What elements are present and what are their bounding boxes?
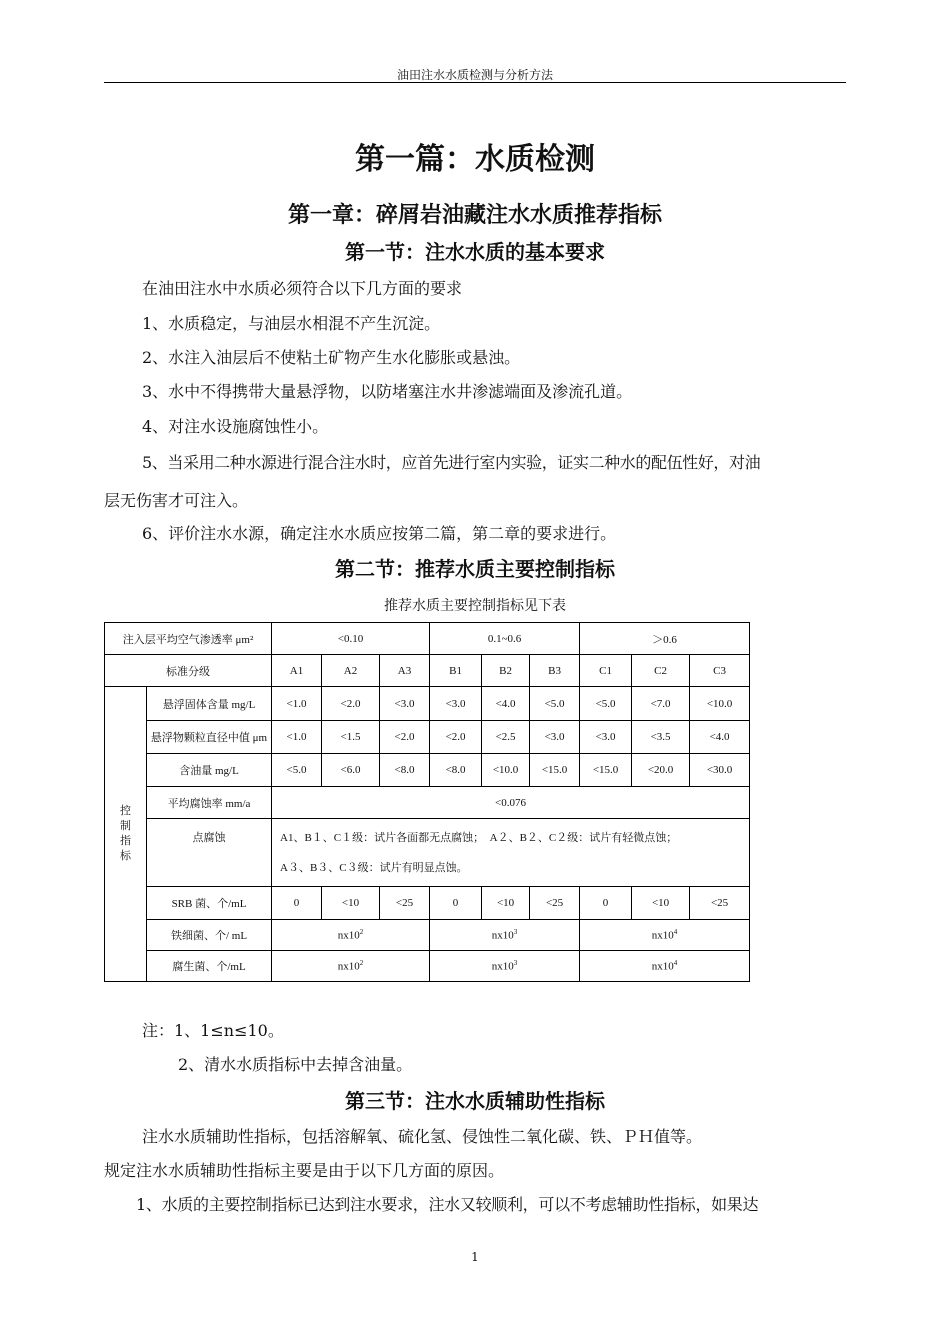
- value-cell: <25: [690, 887, 750, 920]
- pitting-line: A３、B３、C３级：试片有明显点蚀。: [280, 861, 468, 874]
- value-cell: 0: [580, 887, 632, 920]
- value-cell: <1.0: [272, 721, 322, 754]
- value-cell: <10.0: [482, 754, 530, 787]
- value-cell: <15.0: [580, 754, 632, 787]
- value-cell: <2.0: [380, 721, 430, 754]
- water-quality-table: [104, 622, 750, 982]
- value-cell: <2.0: [430, 721, 482, 754]
- row-label: 点腐蚀: [147, 819, 272, 887]
- grade-cell: A3: [380, 655, 430, 687]
- list-item: 5、当采用二种水源进行混合注水时，应首先进行室内实验，证实二种水的配伍性好，对油: [142, 453, 761, 472]
- table-row: [105, 819, 750, 887]
- value-cell: <10: [482, 887, 530, 920]
- value-cell: <2.0: [322, 687, 380, 721]
- control-index-group-label: 控制指标: [105, 687, 147, 982]
- value-cell: <8.0: [430, 754, 482, 787]
- table-row: [105, 623, 750, 655]
- value-cell: <3.0: [530, 721, 580, 754]
- value-cell: <1.0: [272, 687, 322, 721]
- pitting-line: A1、B１、C１级：试片各面都无点腐蚀； A２、B２、C２级：试片有轻微点蚀；: [280, 831, 678, 844]
- list-item: 3、水中不得携带大量悬浮物，以防堵塞注水井渗滤端面及渗流孔道。: [142, 382, 633, 401]
- row-label: 悬浮固体含量 mg/L: [147, 687, 272, 721]
- value-cell: <7.0: [632, 687, 690, 721]
- grade-cell: A2: [322, 655, 380, 687]
- table-note: 2、清水水质指标中去掉含油量。: [178, 1055, 413, 1074]
- list-item: 6、评价注水水源，确定注水水质应按第二篇，第二章的要求进行。: [142, 524, 617, 543]
- value-cell: <5.0: [580, 687, 632, 721]
- value-cell: <30.0: [690, 754, 750, 787]
- value-cell: $nx10^2$: [272, 951, 430, 982]
- value-cell: <25: [530, 887, 580, 920]
- value-cell: 0: [430, 887, 482, 920]
- grade-cell: B2: [482, 655, 530, 687]
- value-cell: <8.0: [380, 754, 430, 787]
- value-cell: 0: [272, 887, 322, 920]
- value-cell: <20.0: [632, 754, 690, 787]
- section3-title: 第三节：注水水质辅助性指标: [345, 1089, 605, 1113]
- value-cell: <10.0: [690, 687, 750, 721]
- value-cell: $nx10^4$: [580, 920, 750, 951]
- grade-cell: A1: [272, 655, 322, 687]
- value-cell: $nx10^2$: [272, 920, 430, 951]
- grade-cell: B1: [430, 655, 482, 687]
- pitting-description: [272, 819, 750, 887]
- table-row: [105, 951, 750, 982]
- grade-label: 标准分级: [105, 655, 272, 687]
- grade-cell: C3: [690, 655, 750, 687]
- grade-cell: C1: [580, 655, 632, 687]
- row-label: 平均腐蚀率 mm/a: [147, 787, 272, 819]
- value-cell: <15.0: [530, 754, 580, 787]
- perm-range-cell: <0.10: [272, 623, 430, 655]
- section2-title: 第二节：推荐水质主要控制指标: [335, 557, 615, 581]
- value-cell: <25: [380, 887, 430, 920]
- table-row: [105, 887, 750, 920]
- table-row: [105, 687, 750, 721]
- row-label: 铁细菌、个/ mL: [147, 920, 272, 951]
- list-item: 4、对注水设施腐蚀性小。: [142, 417, 329, 436]
- value-cell: <1.5: [322, 721, 380, 754]
- perm-range-cell: 0.1~0.6: [430, 623, 580, 655]
- value-cell: <3.5: [632, 721, 690, 754]
- value-cell: <2.5: [482, 721, 530, 754]
- value-cell: <4.0: [690, 721, 750, 754]
- table-row: [105, 721, 750, 754]
- value-cell: <0.076: [272, 787, 750, 819]
- section1-title: 第一节：注水水质的基本要求: [345, 240, 605, 264]
- table-row: [105, 920, 750, 951]
- paragraph: 规定注水水质辅助性指标主要是由于以下几方面的原因。: [104, 1161, 505, 1180]
- row-label: 含油量 mg/L: [147, 754, 272, 787]
- value-cell: $nx10^3$: [430, 951, 580, 982]
- page-number: 1: [471, 1250, 479, 1264]
- value-cell: <10: [322, 887, 380, 920]
- row-label: 悬浮物颗粒直径中值 μm: [147, 721, 272, 754]
- list-item-continuation: 层无伤害才可注入。: [104, 491, 249, 510]
- paragraph: 注水水质辅助性指标，包括溶解氧、硫化氢、侵蚀性二氧化碳、铁、ＰＨ值等。: [142, 1127, 703, 1146]
- list-item: 2、水注入油层后不使粘土矿物产生水化膨胀或悬浊。: [142, 348, 521, 367]
- row-label: SRB 菌、个/mL: [147, 887, 272, 920]
- header-rule: [104, 82, 846, 83]
- table-row: [105, 787, 750, 819]
- row-label: 腐生菌、个/mL: [147, 951, 272, 982]
- grade-cell: C2: [632, 655, 690, 687]
- permeability-label: 注入层平均空气渗透率 μm²: [105, 623, 272, 655]
- value-cell: <10: [632, 887, 690, 920]
- value-cell: <3.0: [580, 721, 632, 754]
- table-row: [105, 655, 750, 687]
- value-cell: $nx10^3$: [430, 920, 580, 951]
- value-cell: $nx10^4$: [580, 951, 750, 982]
- perm-range-cell: ＞0.6: [580, 623, 750, 655]
- part-title: 第一篇：水质检测: [355, 142, 595, 177]
- list-item: 1、水质稳定，与油层水相混不产生沉淀。: [142, 314, 441, 333]
- paragraph: 1、水质的主要控制指标已达到注水要求，注水又较顺利，可以不考虑辅助性指标，如果达: [136, 1195, 759, 1214]
- value-cell: <3.0: [380, 687, 430, 721]
- grade-cell: B3: [530, 655, 580, 687]
- value-cell: <5.0: [272, 754, 322, 787]
- value-cell: <3.0: [430, 687, 482, 721]
- table-row: [105, 754, 750, 787]
- chapter-title: 第一章：碎屑岩油藏注水水质推荐指标: [287, 202, 662, 228]
- value-cell: <4.0: [482, 687, 530, 721]
- value-cell: <6.0: [322, 754, 380, 787]
- running-header: 油田注水水质检测与分析方法: [396, 68, 553, 82]
- table-note: 注：1、1≤n≤10。: [142, 1021, 284, 1040]
- table-caption: 推荐水质主要控制指标见下表: [384, 598, 566, 614]
- section1-intro: 在油田注水中水质必须符合以下几方面的要求: [142, 279, 463, 298]
- value-cell: <5.0: [530, 687, 580, 721]
